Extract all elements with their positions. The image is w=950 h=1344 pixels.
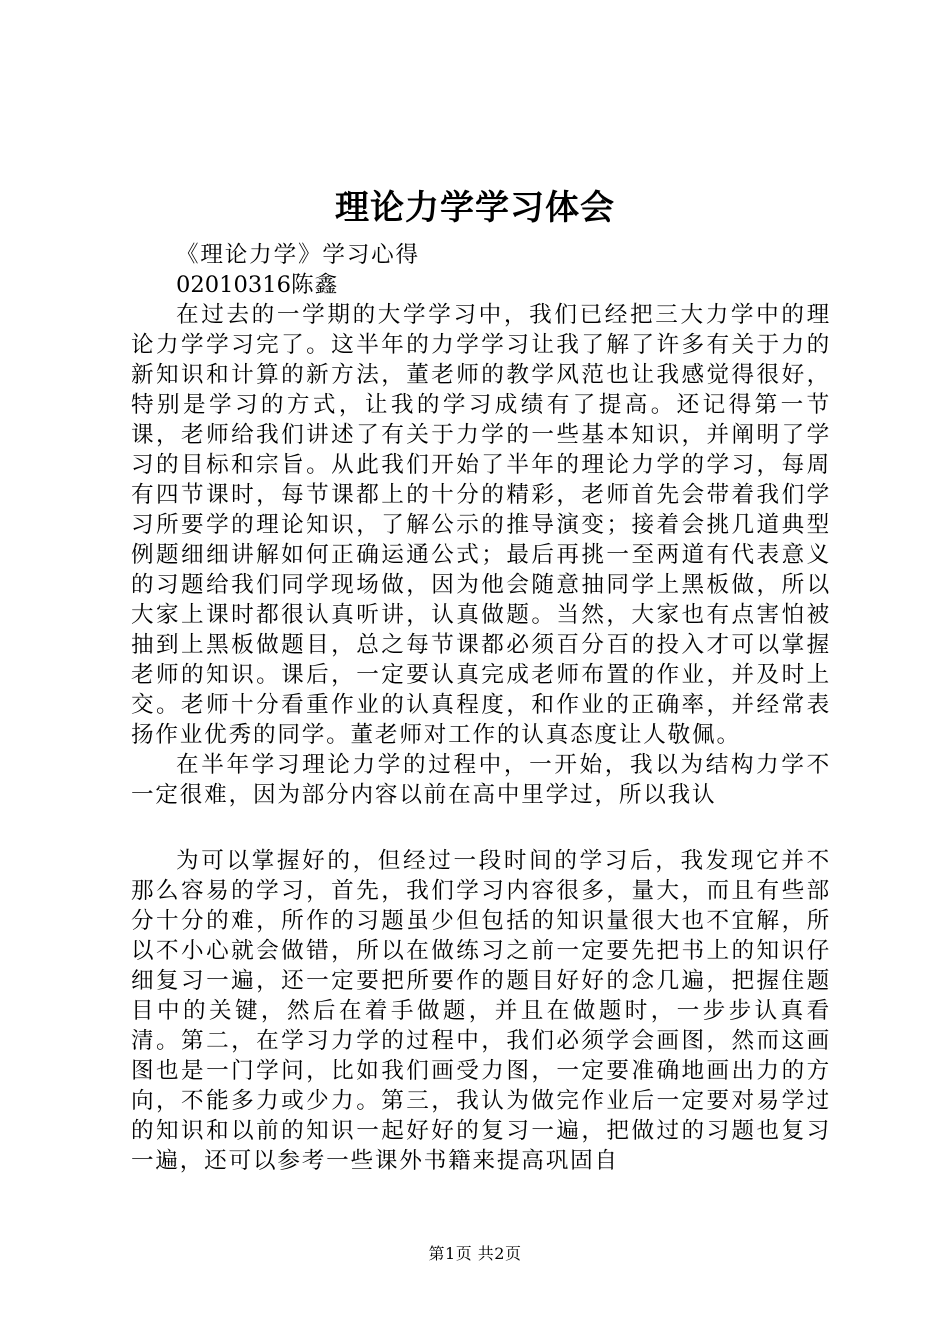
paragraph: 在半年学习理论力学的过程中，一开始，我以为结构力学不一定很难，因为部分内容以前在高中里学过，所以我认 [131, 752, 831, 808]
body-block-1 [131, 300, 831, 810]
page-footer: 第1页 共2页 [428, 1244, 522, 1263]
author-name: 陈鑫 [291, 272, 339, 298]
page-title: 理论力学学习体会 [335, 188, 615, 228]
paragraph: 为可以掌握好的，但经过一段时间的学习后，我发现它并不那么容易的学习，首先，我们学习内容很多，量大，而且有些部分十分的难，所作的习题虽少但包括的知识量很大也不宜解，所以不小心就会做错，所以在做练习之前一定要先把书上的知识仔细复习一遍，还一定要把所要作的题目好好的念几遍，把握住题目中的关键，然后在着手做题，并且在做题时，一步步认真看清。第二，在学习力学的过程中，我们必须学会画图，然而这画图也是一门学问，比如我们画受力图，一定要准确地画出力的方向，不能多力或少力。第三，我认为做完作业后一定要对易学过的知识和以前的知识一起好好的复习一遍，把做过的习题也复习一遍，还可以参考一些课外书籍来提高巩固自 [131, 848, 831, 1174]
author-line [176, 270, 338, 300]
student-id: 02010316 [176, 272, 291, 298]
document-subtitle: 《理论力学》学习心得 [176, 242, 420, 268]
paragraph: 在过去的一学期的大学学习中，我们已经把三大力学中的理论力学学习完了。这半年的力学学习让我了解了许多有关于力的新知识和计算的新方法，董老师的教学风范也让我感觉得很好，特别是学习的方式，让我的学习成绩有了提高。还记得第一节课，老师给我们讲述了有关于力学的一些基本知识，并阐明了学习的目标和宗旨。从此我们开始了半年的理论力学的学习，每周有四节课时，每节课都上的十分的精彩，老师首先会带着我们学习所要学的理论知识，了解公示的推导演变；接着会挑几道典型例题细细讲解如何正确运通公式；最后再挑一至两道有代表意义的习题给我们同学现场做，因为他会随意抽同学上黑板做，所以大家上课时都很认真听讲，认真做题。当然，大家也有点害怕被抽到上黑板做题目，总之每节课都必须百分百的投入才可以掌握老师的知识。课后，一定要认真完成老师布置的作业，并及时上交。老师十分看重作业的认真程度，和作业的正确率，并经常表扬作业优秀的同学。董老师对工作的认真态度让人敬佩。 [131, 302, 831, 748]
body-block-2 [131, 846, 831, 1176]
